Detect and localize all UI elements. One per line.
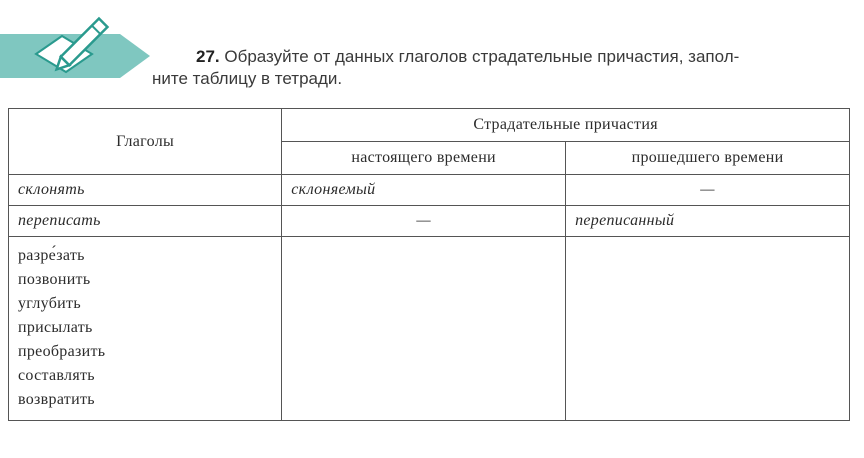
list-item: возвратить	[18, 391, 95, 408]
table-header-row	[9, 109, 850, 142]
list-item: разре́зать	[18, 247, 85, 264]
example-verb: переписать	[9, 206, 282, 237]
task-number: 27.	[196, 47, 220, 66]
list-item: преобразить	[18, 343, 106, 360]
example-present: склоняемый	[282, 175, 566, 206]
empty-present-cell	[282, 237, 566, 421]
table-row	[9, 175, 850, 206]
list-item: присылать	[18, 319, 93, 336]
pencil-icon	[0, 14, 170, 84]
table-row	[9, 237, 850, 421]
list-item: углубить	[18, 295, 81, 312]
example-past: —	[566, 175, 850, 206]
example-past: переписанный	[566, 206, 850, 237]
verbs-list	[9, 237, 282, 421]
list-item: позвонить	[18, 271, 91, 288]
task-text	[152, 46, 846, 90]
header-verbs: Глаголы	[9, 109, 282, 175]
header-present: настоящего времени	[282, 142, 566, 175]
header-past: прошедшего времени	[566, 142, 850, 175]
empty-past-cell	[566, 237, 850, 421]
example-present: —	[282, 206, 566, 237]
task-line-2: ните таблицу в тетради.	[152, 69, 343, 88]
task-line-1: Образуйте от данных глаголов страдательные причастия, запол-	[224, 47, 740, 66]
participles-table	[8, 108, 850, 421]
list-item: составлять	[18, 367, 95, 384]
header-participles: Страдательные причастия	[282, 109, 850, 142]
table-row	[9, 206, 850, 237]
example-verb: склонять	[9, 175, 282, 206]
